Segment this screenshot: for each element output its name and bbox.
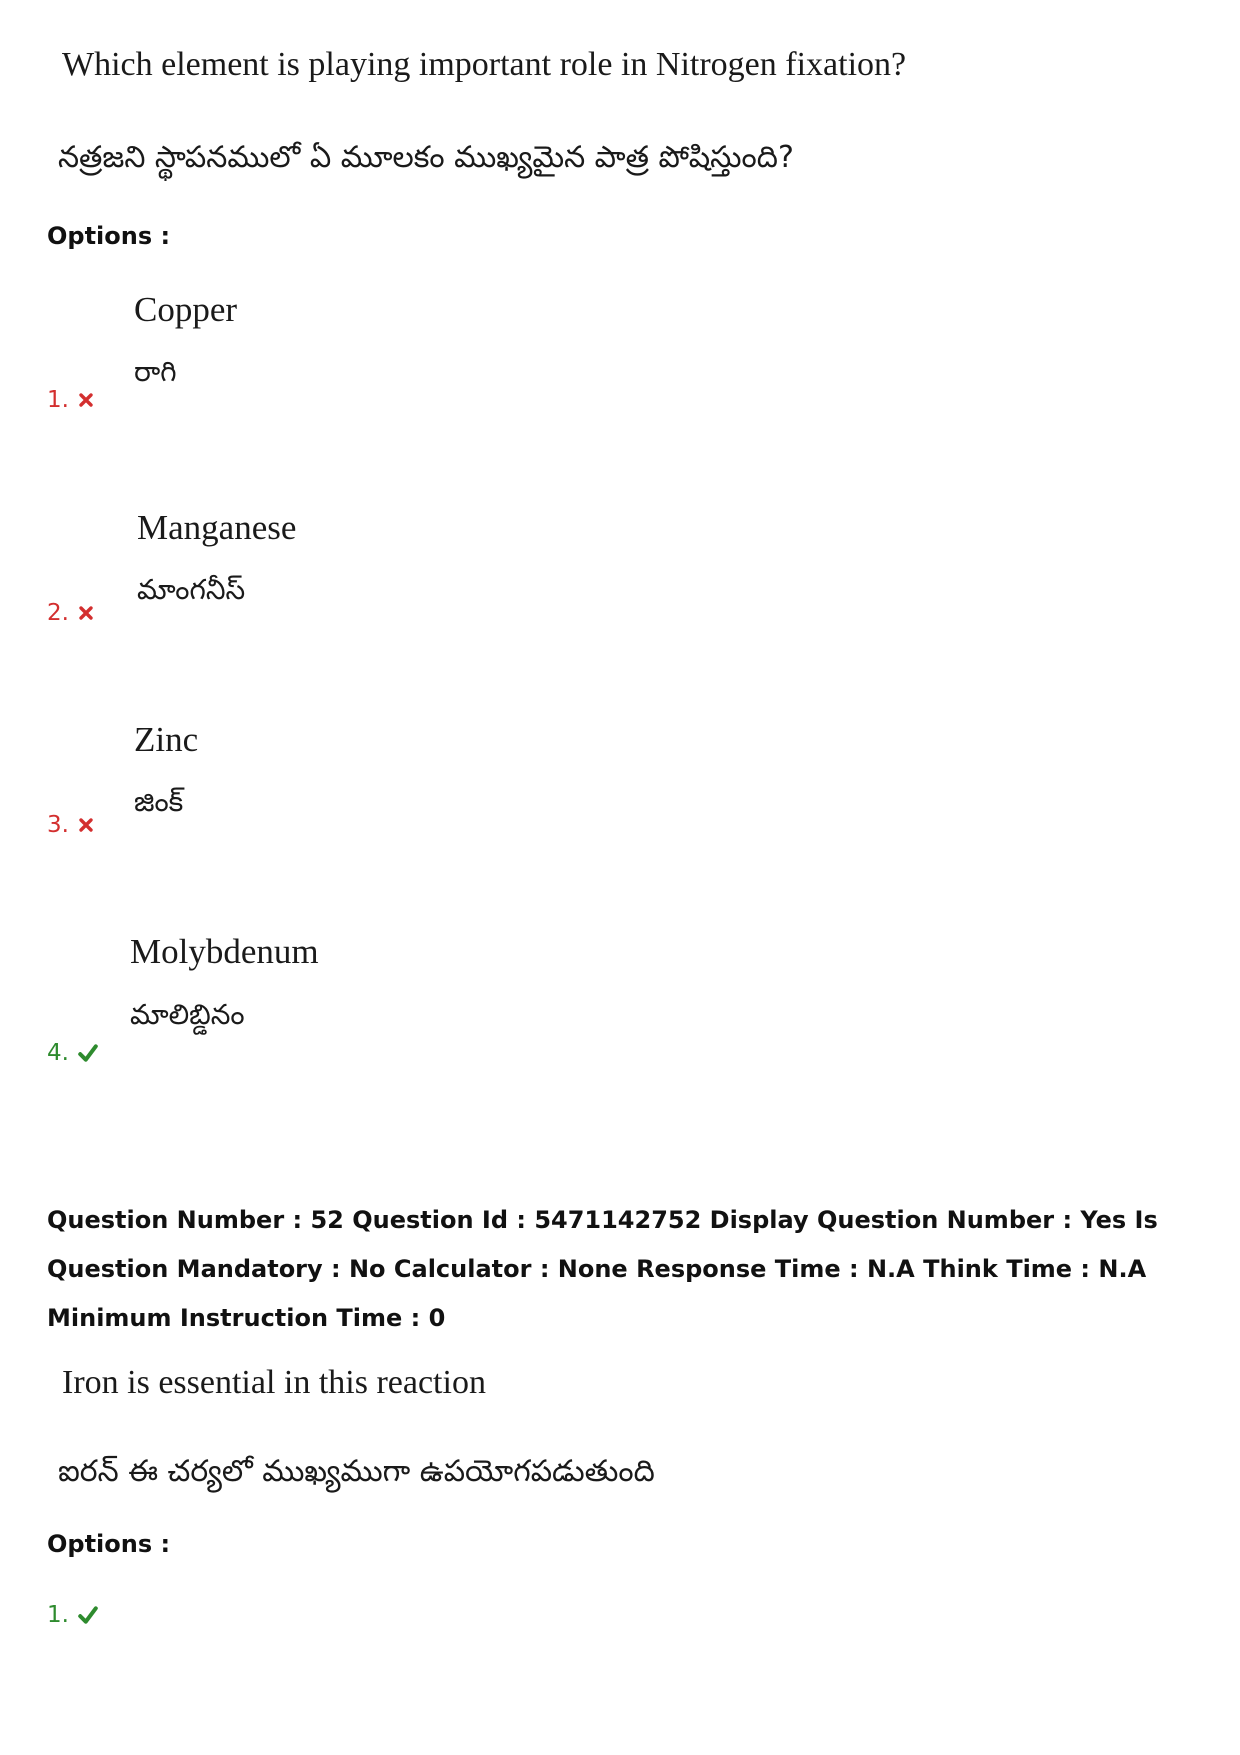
option-text-te: జింక్ — [134, 785, 184, 818]
option-marker — [47, 600, 95, 626]
option-marker — [47, 1602, 99, 1628]
option-marker — [47, 1040, 99, 1066]
option-text-te: రాగి — [134, 355, 177, 388]
question-meta: Question Number : 52 Question Id : 5471142752 Display Question Number : Yes Is Question Mandatory : No Calculator : None Response Time : N.A Think Time : N.A Minimum Instruction Time : 0 — [47, 1206, 1158, 1332]
check-icon — [77, 1605, 99, 1625]
option-text-en: Zinc — [134, 720, 199, 759]
option-number: 3. — [47, 812, 69, 838]
option-text-en: Copper — [134, 290, 238, 329]
option-number: 1. — [47, 1602, 69, 1628]
options-label: Options : — [47, 222, 171, 250]
cross-icon — [77, 604, 95, 622]
option-text-en: Manganese — [137, 508, 297, 547]
option-text-te: మాలిబ్డినం — [130, 998, 245, 1031]
option-number: 1. — [47, 387, 69, 413]
question-text-en: Which element is playing important role in Nitrogen fixation? — [62, 46, 907, 83]
check-icon — [77, 1043, 99, 1063]
option-marker — [47, 387, 95, 413]
option-marker — [47, 812, 95, 838]
cross-icon — [77, 816, 95, 834]
question-text-te: ఐరన్ ఈ చర్యలో ముఖ్యముగా ఉపయోగపడుతుంది — [58, 1454, 655, 1489]
option-text-te: మాంగనీస్ — [137, 573, 246, 606]
option-text-en: Molybdenum — [130, 932, 319, 971]
option-number: 2. — [47, 600, 69, 626]
question-text-en: Iron is essential in this reaction — [62, 1364, 486, 1401]
option-number: 4. — [47, 1040, 69, 1066]
options-label: Options : — [47, 1530, 171, 1558]
question-text-te: నత్రజని స్థాపనములో ఏ మూలకం ముఖ్యమైన పాత్ర పోషిస్తుంది? — [58, 140, 794, 175]
cross-icon — [77, 391, 95, 409]
